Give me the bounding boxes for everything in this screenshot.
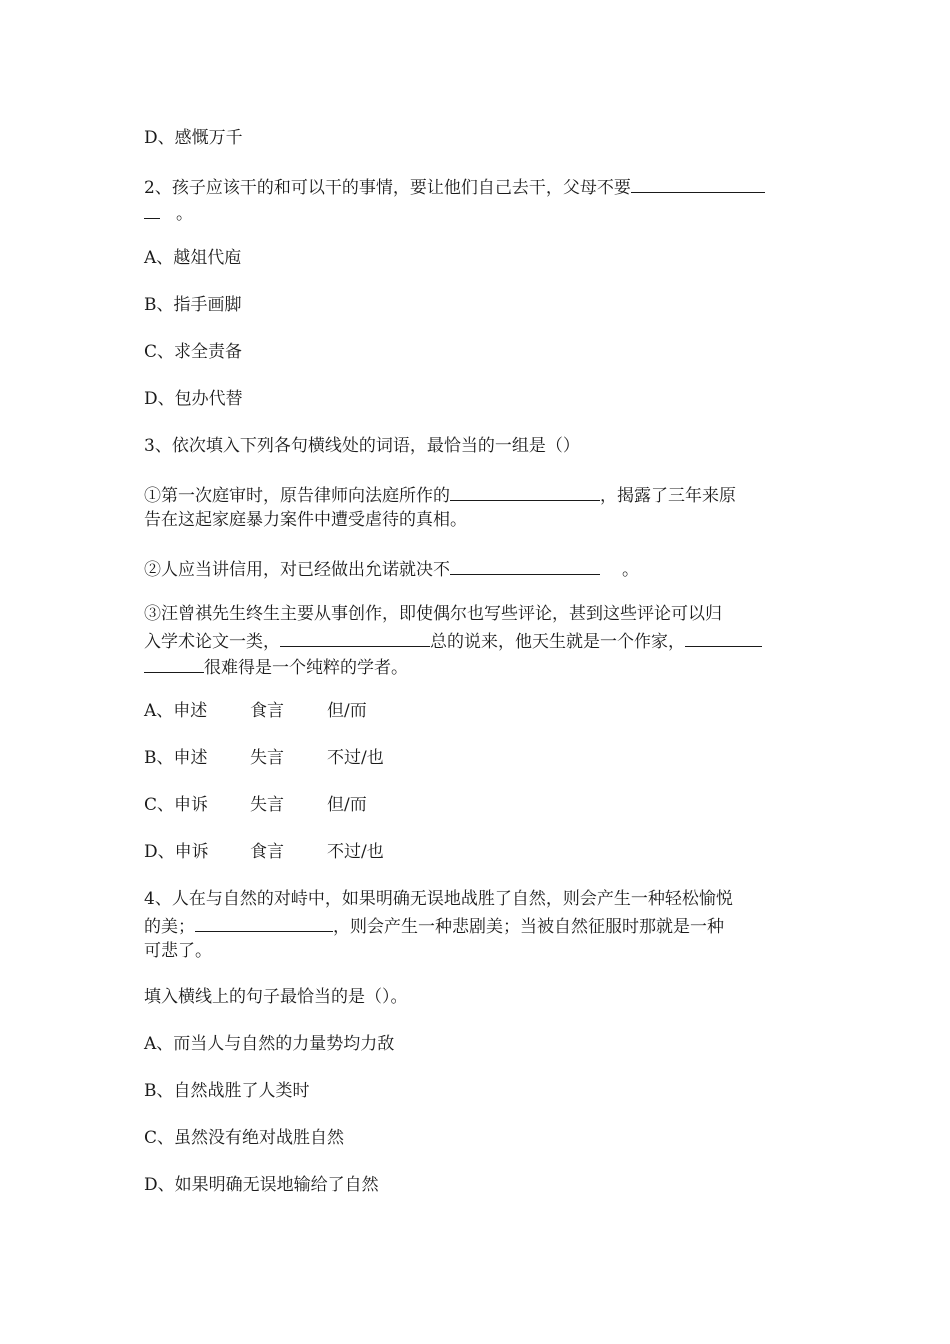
q2-option-b: B、指手画脚 bbox=[144, 295, 242, 315]
option-word-1: D、申诉 bbox=[144, 842, 209, 862]
answer-blank bbox=[144, 200, 160, 219]
answer-blank bbox=[144, 654, 204, 673]
option-word-2: 食言 bbox=[250, 842, 284, 862]
answer-blank bbox=[450, 482, 600, 501]
option-word-3: 但/而 bbox=[327, 701, 367, 721]
q4-prompt: 填入横线上的句子最恰当的是（）。 bbox=[144, 987, 408, 1007]
option-word-1: A、申述 bbox=[144, 701, 208, 721]
q3-s2-part: ②人应当讲信用，对已经做出允诺就决不 bbox=[144, 560, 450, 580]
option-word-3: 但/而 bbox=[327, 795, 367, 815]
option-word-2: 失言 bbox=[250, 795, 284, 815]
q3-s3-part: 入学术论文一类， bbox=[144, 632, 280, 652]
q4-option-c: C、虽然没有绝对战胜自然 bbox=[144, 1128, 345, 1148]
option-word-1: C、申诉 bbox=[144, 795, 209, 815]
answer-blank bbox=[685, 628, 762, 647]
q3-sentence-3-cont bbox=[144, 628, 762, 654]
q3-sentence-1-cont: 告在这起家庭暴力案件中遭受虐待的真相。 bbox=[144, 510, 467, 530]
answer-blank bbox=[280, 628, 430, 647]
q4-paragraph-line1: 4、人在与自然的对峙中，如果明确无误地战胜了自然，则会产生一种轻松愉悦 bbox=[144, 889, 733, 909]
q2-end-mark: 。 bbox=[176, 204, 193, 224]
q3-stem: 3、依次填入下列各句横线处的词语，最恰当的一组是（） bbox=[144, 436, 580, 456]
q2-option-d: D、包办代替 bbox=[144, 389, 243, 409]
q3-option-a bbox=[144, 699, 367, 723]
answer-blank bbox=[195, 913, 333, 932]
q2-stem-cont bbox=[144, 200, 193, 226]
q4-part: ，则会产生一种悲剧美；当被自然征服时那就是一种 bbox=[333, 917, 724, 937]
q1-option-d: D、感慨万千 bbox=[144, 128, 243, 148]
q3-option-b bbox=[144, 746, 384, 770]
q3-sentence-3-cont2 bbox=[144, 654, 408, 680]
q2-option-c: C、求全责备 bbox=[144, 342, 243, 362]
q4-part: 的美； bbox=[144, 917, 195, 937]
q4-paragraph-line3: 可悲了。 bbox=[144, 941, 212, 961]
q3-option-c bbox=[144, 793, 367, 817]
q3-s2-part: 。 bbox=[622, 560, 639, 580]
q3-s1-part: ①第一次庭审时，原告律师向法庭所作的 bbox=[144, 486, 450, 506]
option-word-3: 不过/也 bbox=[327, 842, 384, 862]
q2-stem: 2、孩子应该干的和可以干的事情，要让他们自己去干，父母不要 bbox=[144, 178, 631, 198]
answer-blank bbox=[631, 174, 765, 193]
q2-option-a: A、越俎代庖 bbox=[144, 248, 242, 268]
q2-stem-line bbox=[144, 174, 765, 200]
option-word-2: 食言 bbox=[250, 701, 284, 721]
q3-sentence-3: ③汪曾祺先生终生主要从事创作，即使偶尔也写些评论，甚到这些评论可以归 bbox=[144, 604, 722, 624]
q3-sentence-1 bbox=[144, 482, 736, 508]
answer-blank bbox=[450, 556, 600, 575]
option-word-1: B、申述 bbox=[144, 748, 208, 768]
q4-option-a: A、而当人与自然的力量势均力敌 bbox=[144, 1034, 395, 1054]
q3-sentence-2 bbox=[144, 556, 639, 582]
q3-s3-part: 很难得是一个纯粹的学者。 bbox=[204, 658, 408, 678]
q4-option-b: B、自然战胜了人类时 bbox=[144, 1081, 310, 1101]
q4-option-d: D、如果明确无误地输给了自然 bbox=[144, 1175, 379, 1195]
option-word-3: 不过/也 bbox=[327, 748, 384, 768]
q3-s1-part: ，揭露了三年来原 bbox=[600, 486, 736, 506]
q3-option-d bbox=[144, 840, 384, 864]
q3-s3-part: 总的说来，他天生就是一个作家， bbox=[430, 632, 685, 652]
option-word-2: 失言 bbox=[250, 748, 284, 768]
q4-paragraph-line2 bbox=[144, 913, 724, 939]
